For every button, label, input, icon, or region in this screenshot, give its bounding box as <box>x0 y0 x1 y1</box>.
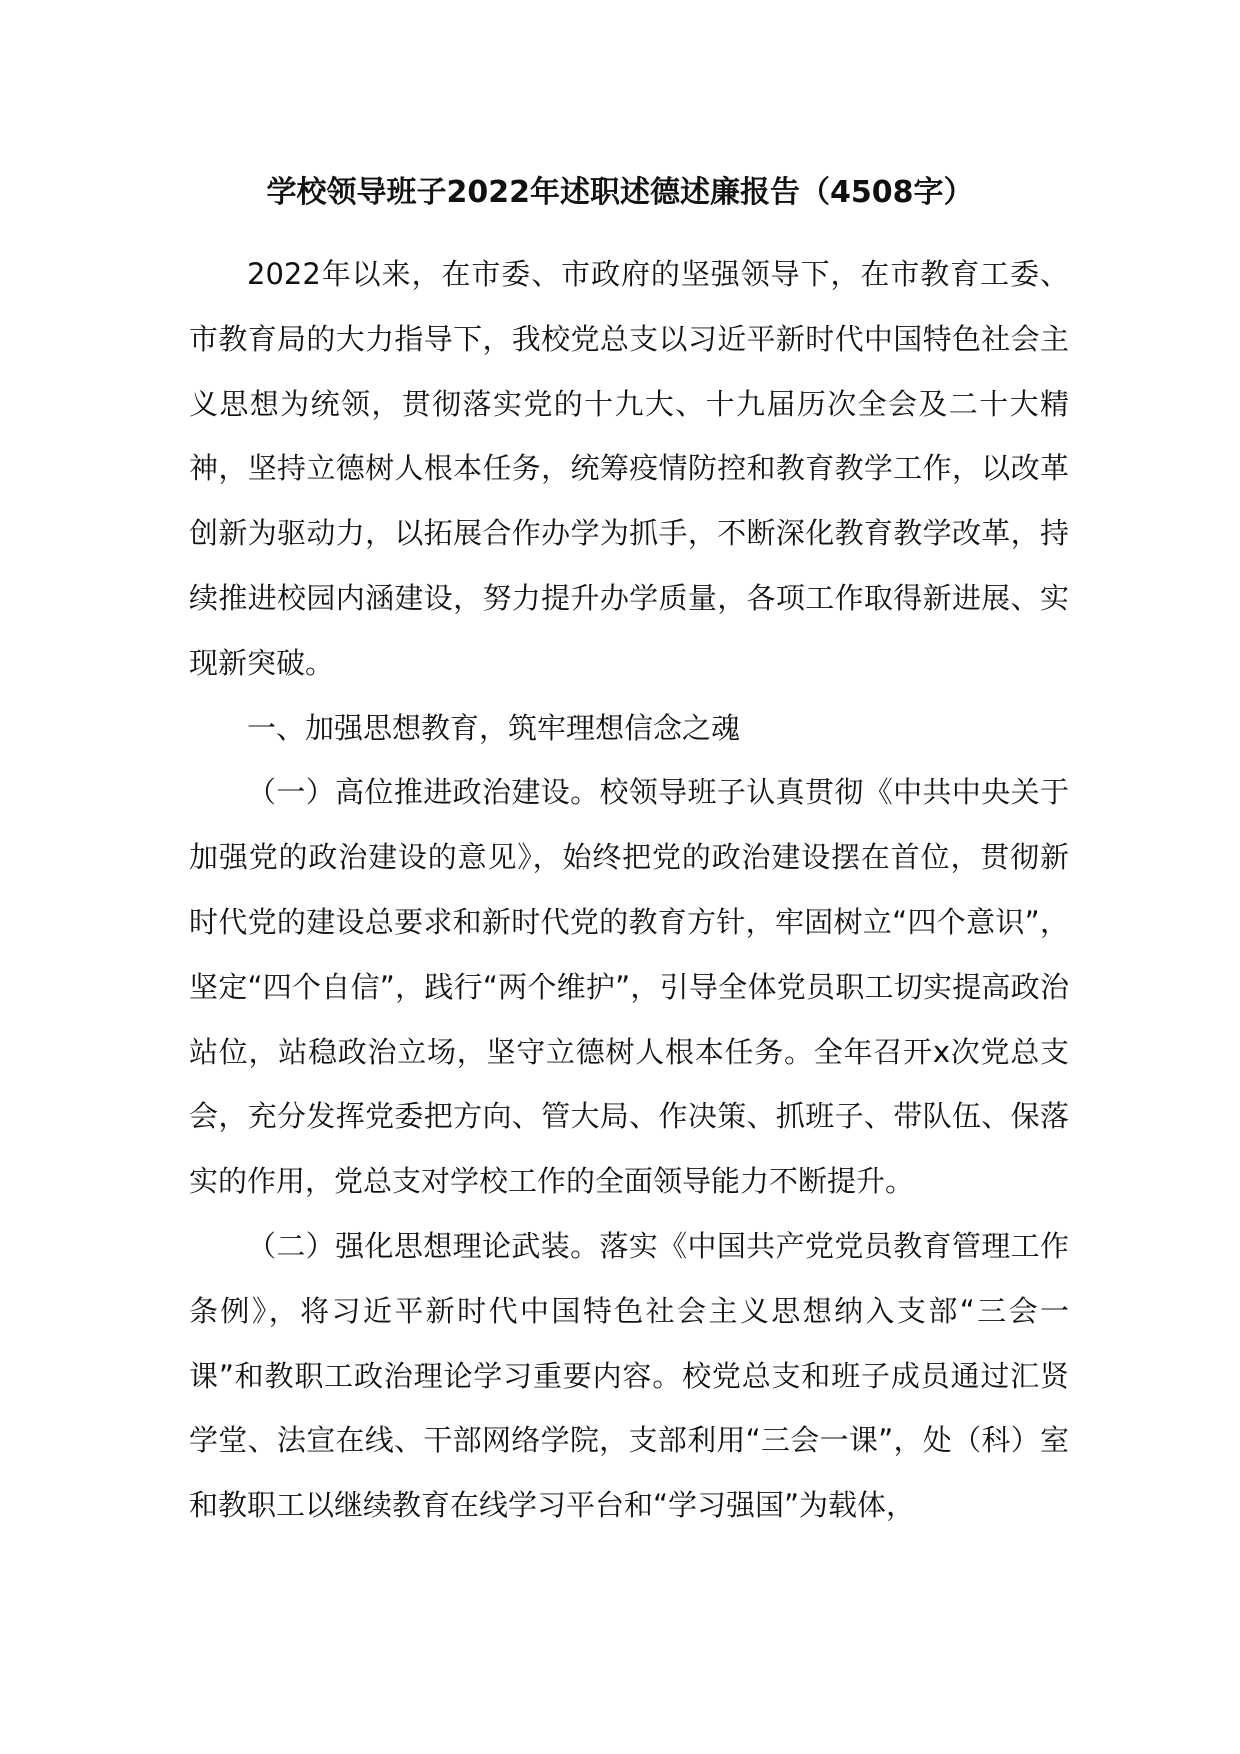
document-body <box>189 242 1069 1538</box>
intro-paragraph: 2022年以来，在市委、市政府的坚强领导下，在市教育工委、市教育局的大力指导下，我校党总支以习近平新时代中国特色社会主义思想为统领，贯彻落实党的十九大、十九届历次全会及二十大精神，坚持立德树人根本任务，统筹疫情防控和教育教学工作，以改革创新为驱动力，以拓展合作办学为抓手，不断深化教育教学改革，持续推进校园内涵建设，努力提升办学质量，各项工作取得新进展、实现新突破。 <box>189 257 1069 680</box>
section-heading: 一、加强思想教育，筑牢理想信念之魂 <box>247 710 741 745</box>
body-paragraph: （二）强化思想理论武装。落实《中国共产党党员教育管理工作条例》，将习近平新时代中国特色社会主义思想纳入支部“三会一课”和教职工政治理论学习重要内容。校党总支和班子成员通过汇贤学堂、法宣在线、干部网络学院，支部利用“三会一课”，处（科）室和教职工以继续教育在线学习平台和“学习强国”为载体， <box>189 1228 1069 1523</box>
body-paragraph: （一）高位推进政治建设。校领导班子认真贯彻《中共中央关于加强党的政治建设的意见》，始终把党的政治建设摆在首位，贯彻新时代党的建设总要求和新时代党的教育方针，牢固树立“四个意识”，坚定“四个自信”，践行“两个维护”，引导全体党员职工切实提高政治站位，站稳政治立场，坚守立德树人根本任务。全年召开x次党总支会，充分发挥党委把方向、管大局、作决策、抓班子、带队伍、保落实的作用，党总支对学校工作的全面领导能力不断提升。 <box>189 775 1069 1199</box>
document-title: 学校领导班子2022年述职述德述廉报告（4508字） <box>266 175 974 210</box>
